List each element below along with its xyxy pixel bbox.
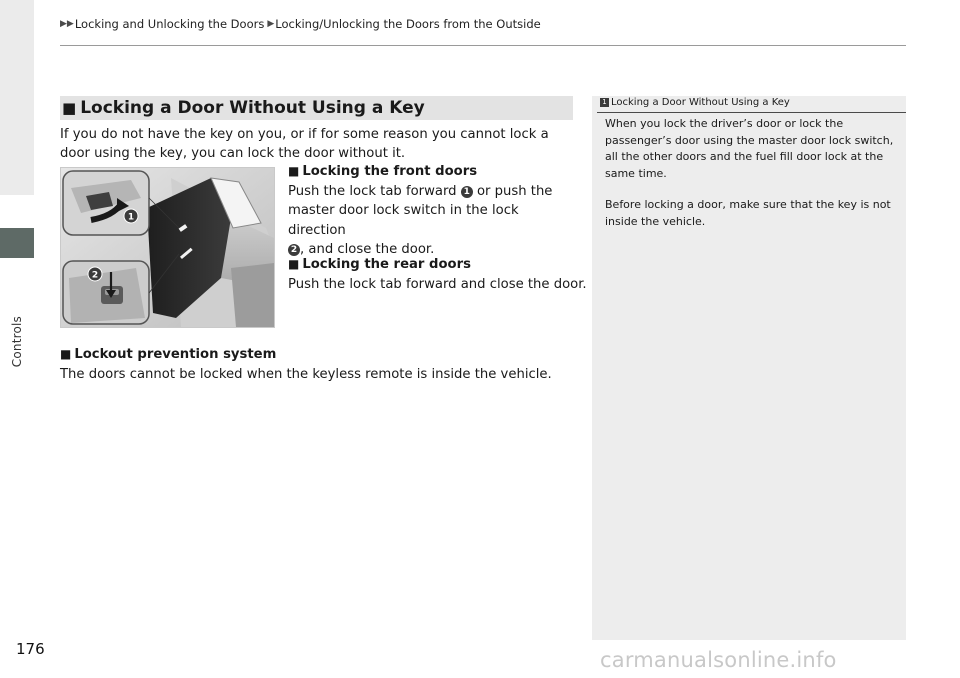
front-doors-text-c: , and close the door. — [300, 242, 435, 257]
front-doors-block — [288, 162, 578, 260]
note-heading[interactable] — [600, 97, 906, 108]
door-lock-illustration-svg — [61, 168, 274, 327]
front-doors-text — [288, 182, 578, 260]
section-marker-icon: ■ — [62, 99, 77, 117]
note-divider — [597, 112, 906, 113]
callout-1-badge: 1 — [461, 186, 473, 198]
note-paragraph-1: When you lock the driver’s door or lock the passenger’s door using the master door lock switch, all the other doors and the fuel fill door lock at the same time. — [605, 117, 894, 180]
side-tab-label[interactable] — [10, 316, 26, 366]
front-doors-text-a: Push the lock tab forward — [288, 183, 457, 199]
breadcrumb-item-locking-unlocking[interactable]: Locking and Unlocking the Doors — [74, 17, 265, 31]
watermark: carmanualsonline.info — [600, 648, 837, 672]
rear-doors-block — [288, 255, 588, 294]
door-lock-illustration — [60, 167, 275, 328]
side-tab-background — [0, 0, 34, 195]
rear-doors-heading-text: Locking the rear doors — [302, 257, 471, 272]
callout-2-badge: 2 — [288, 244, 300, 256]
section-heading — [60, 96, 573, 120]
reference-icon: 1 — [600, 98, 609, 107]
header-divider — [60, 45, 906, 46]
note-title: Locking a Door Without Using a Key — [611, 97, 790, 108]
side-tab-label-text: Controls — [10, 316, 24, 368]
front-doors-heading — [288, 162, 578, 182]
page-number: 176 — [16, 640, 45, 658]
side-tab-marker — [0, 228, 34, 258]
rear-doors-text: Push the lock tab forward and close the door. — [288, 276, 587, 292]
lockout-text: The doors cannot be locked when the keyless remote is inside the vehicle. — [60, 366, 552, 382]
svg-text:2: 2 — [91, 270, 99, 281]
lockout-heading — [60, 345, 580, 365]
svg-text:1: 1 — [127, 212, 135, 223]
lockout-heading-text: Lockout prevention system — [74, 347, 277, 362]
front-doors-text-b: or push the master door lock switch in the lock direction — [288, 183, 553, 238]
lockout-block — [60, 345, 580, 384]
breadcrumb — [60, 17, 544, 31]
breadcrumb-arrow-icon: ▶ — [267, 19, 275, 29]
section-title: Locking a Door Without Using a Key — [80, 98, 425, 118]
subsection-marker-icon: ■ — [288, 164, 300, 178]
breadcrumb-arrow-icon: ▶▶ — [60, 19, 74, 29]
breadcrumb-item-from-outside[interactable]: Locking/Unlocking the Doors from the Outside — [275, 17, 541, 31]
subsection-marker-icon: ■ — [288, 257, 300, 271]
rear-doors-heading — [288, 255, 588, 275]
subsection-marker-icon: ■ — [60, 347, 72, 361]
section-intro: If you do not have the key on you, or if for some reason you cannot lock a door using the key, you can lock the door without it. — [60, 127, 549, 161]
front-doors-heading-text: Locking the front doors — [302, 164, 478, 179]
note-paragraph-2: Before locking a door, make sure that the key is not inside the vehicle. — [605, 198, 891, 228]
